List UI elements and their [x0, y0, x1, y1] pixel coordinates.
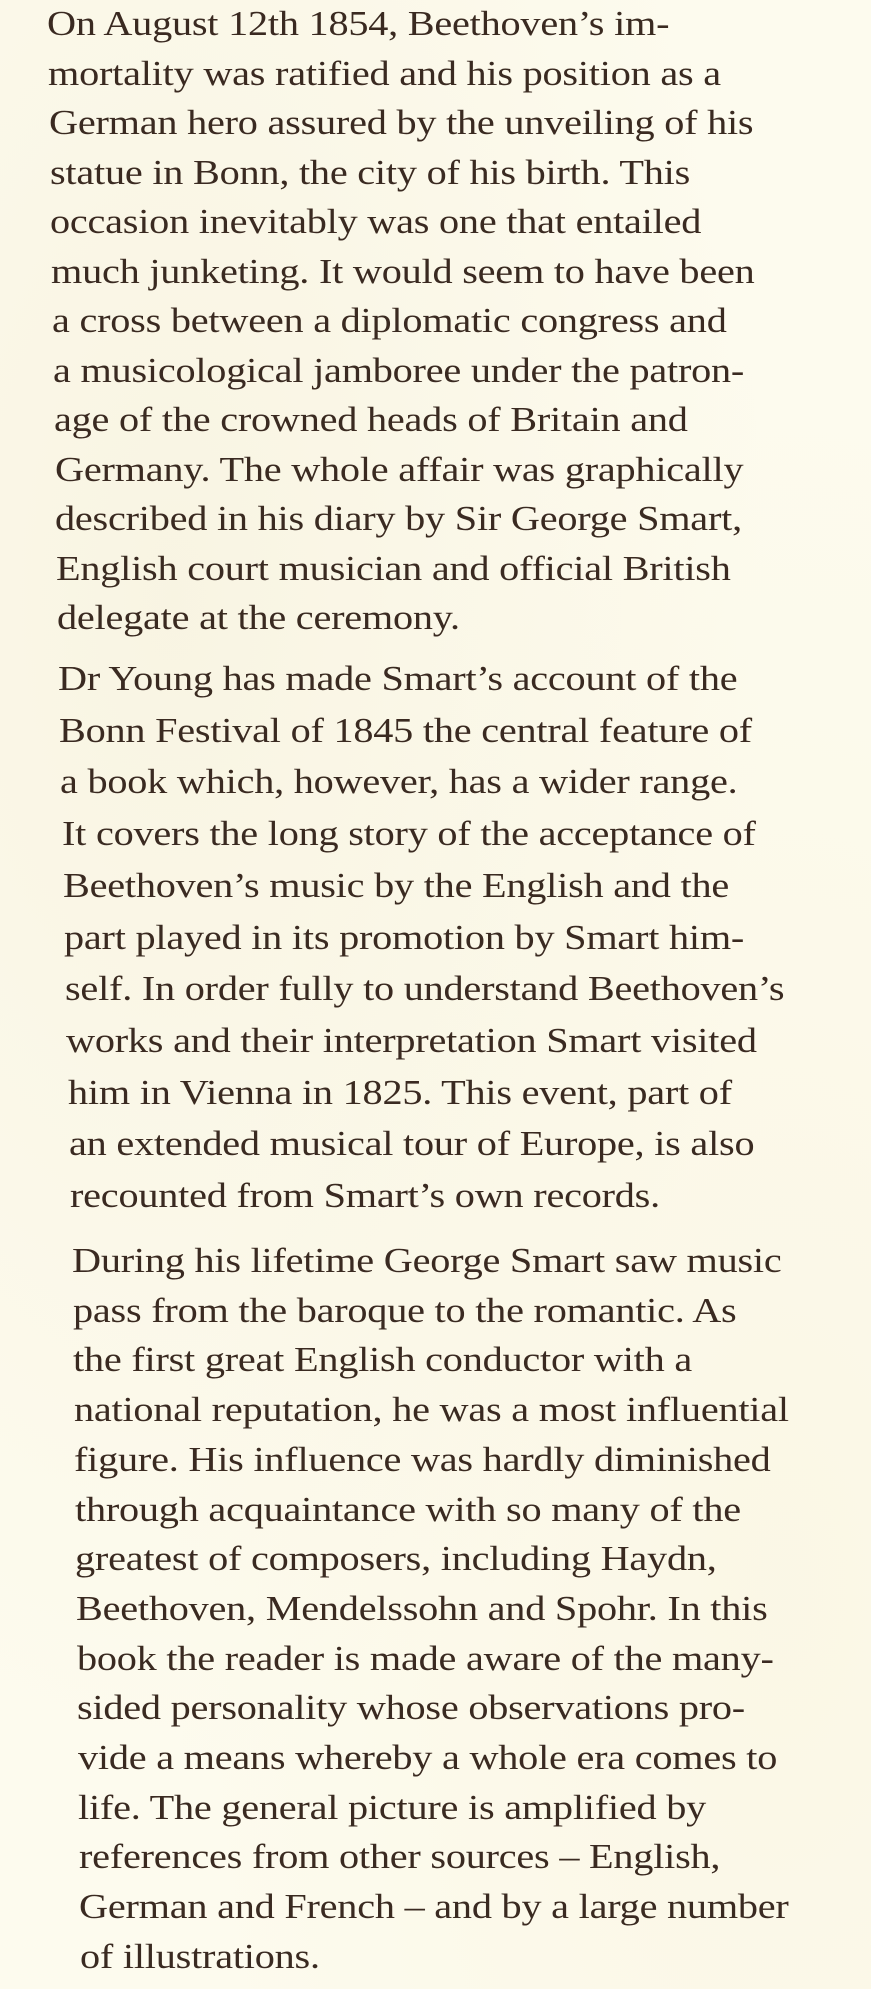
text-line: On August 12th 1854, Beethoven’s im- — [47, 4, 670, 43]
text-line: pass from the baroque to the romantic. As — [72, 1290, 737, 1330]
text-line: an extended musical tour of Europe, is also — [68, 1124, 755, 1164]
text-line: a musicological jamboree under the patron- — [52, 350, 744, 390]
text-line: book the reader is made aware of the many- — [76, 1638, 774, 1678]
text-line: During his lifetime George Smart saw music — [72, 1241, 782, 1280]
text-line: the first great English conductor with a — [73, 1340, 693, 1380]
text-line: German hero assured by the unveiling of his — [48, 103, 754, 142]
text-line: mortality was ratified and his position as a — [47, 53, 721, 93]
text-line: Bonn Festival of 1845 the central feature of — [59, 710, 753, 750]
text-line: of illustrations. — [80, 1936, 320, 1976]
text-line: described in his diary by Sir George Smart, — [55, 499, 743, 538]
text-line: through acquaintance with so many of the — [74, 1489, 741, 1529]
text-line: national reputation, he was a most influential — [73, 1390, 789, 1430]
text-line: occasion inevitably was one that entailed — [50, 202, 702, 241]
text-line: delegate at the ceremony. — [57, 598, 460, 637]
text-line: German and French – and by a large number — [79, 1887, 790, 1927]
text-line: statue in Bonn, the city of his birth. This — [49, 152, 690, 192]
text-line: Beethoven’s music by the English and the — [62, 865, 729, 905]
text-line: a cross between a diplomatic congress and — [52, 301, 727, 340]
text-line: self. In order fully to understand Beethoven’s — [65, 969, 785, 1009]
text-line: references from other sources – English, — [78, 1837, 721, 1877]
text-line: greatest of composers, including Haydn, — [75, 1539, 718, 1579]
text-line: It covers the long story of the acceptance of — [61, 814, 756, 854]
text-line: life. The general picture is amplified by — [78, 1787, 707, 1827]
text-line: recounted from Smart’s own records. — [70, 1176, 660, 1215]
text-line: him in Vienna in 1825. This event, part of — [67, 1072, 732, 1112]
text-line: Germany. The whole affair was graphically — [54, 449, 743, 489]
text-line: Dr Young has made Smart’s account of the — [58, 659, 738, 698]
text-line: age of the crowned heads of Britain and — [53, 400, 688, 439]
text-line: sided personality whose observations pro- — [77, 1688, 746, 1728]
text-line: Beethoven, Mendelssohn and Spohr. In this — [76, 1588, 768, 1628]
text-line: much junketing. It would seem to have been — [51, 251, 755, 291]
text-line: vide a means whereby a whole era comes to — [77, 1738, 777, 1777]
text-line: part played in its promotion by Smart him- — [64, 917, 745, 957]
text-line: figure. His influence was hardly diminished — [74, 1439, 771, 1479]
text-line: a book which, however, has a wider range. — [60, 762, 738, 802]
text-line: works and their interpretation Smart visited — [66, 1020, 758, 1060]
text-line: English court musician and official British — [56, 548, 731, 588]
